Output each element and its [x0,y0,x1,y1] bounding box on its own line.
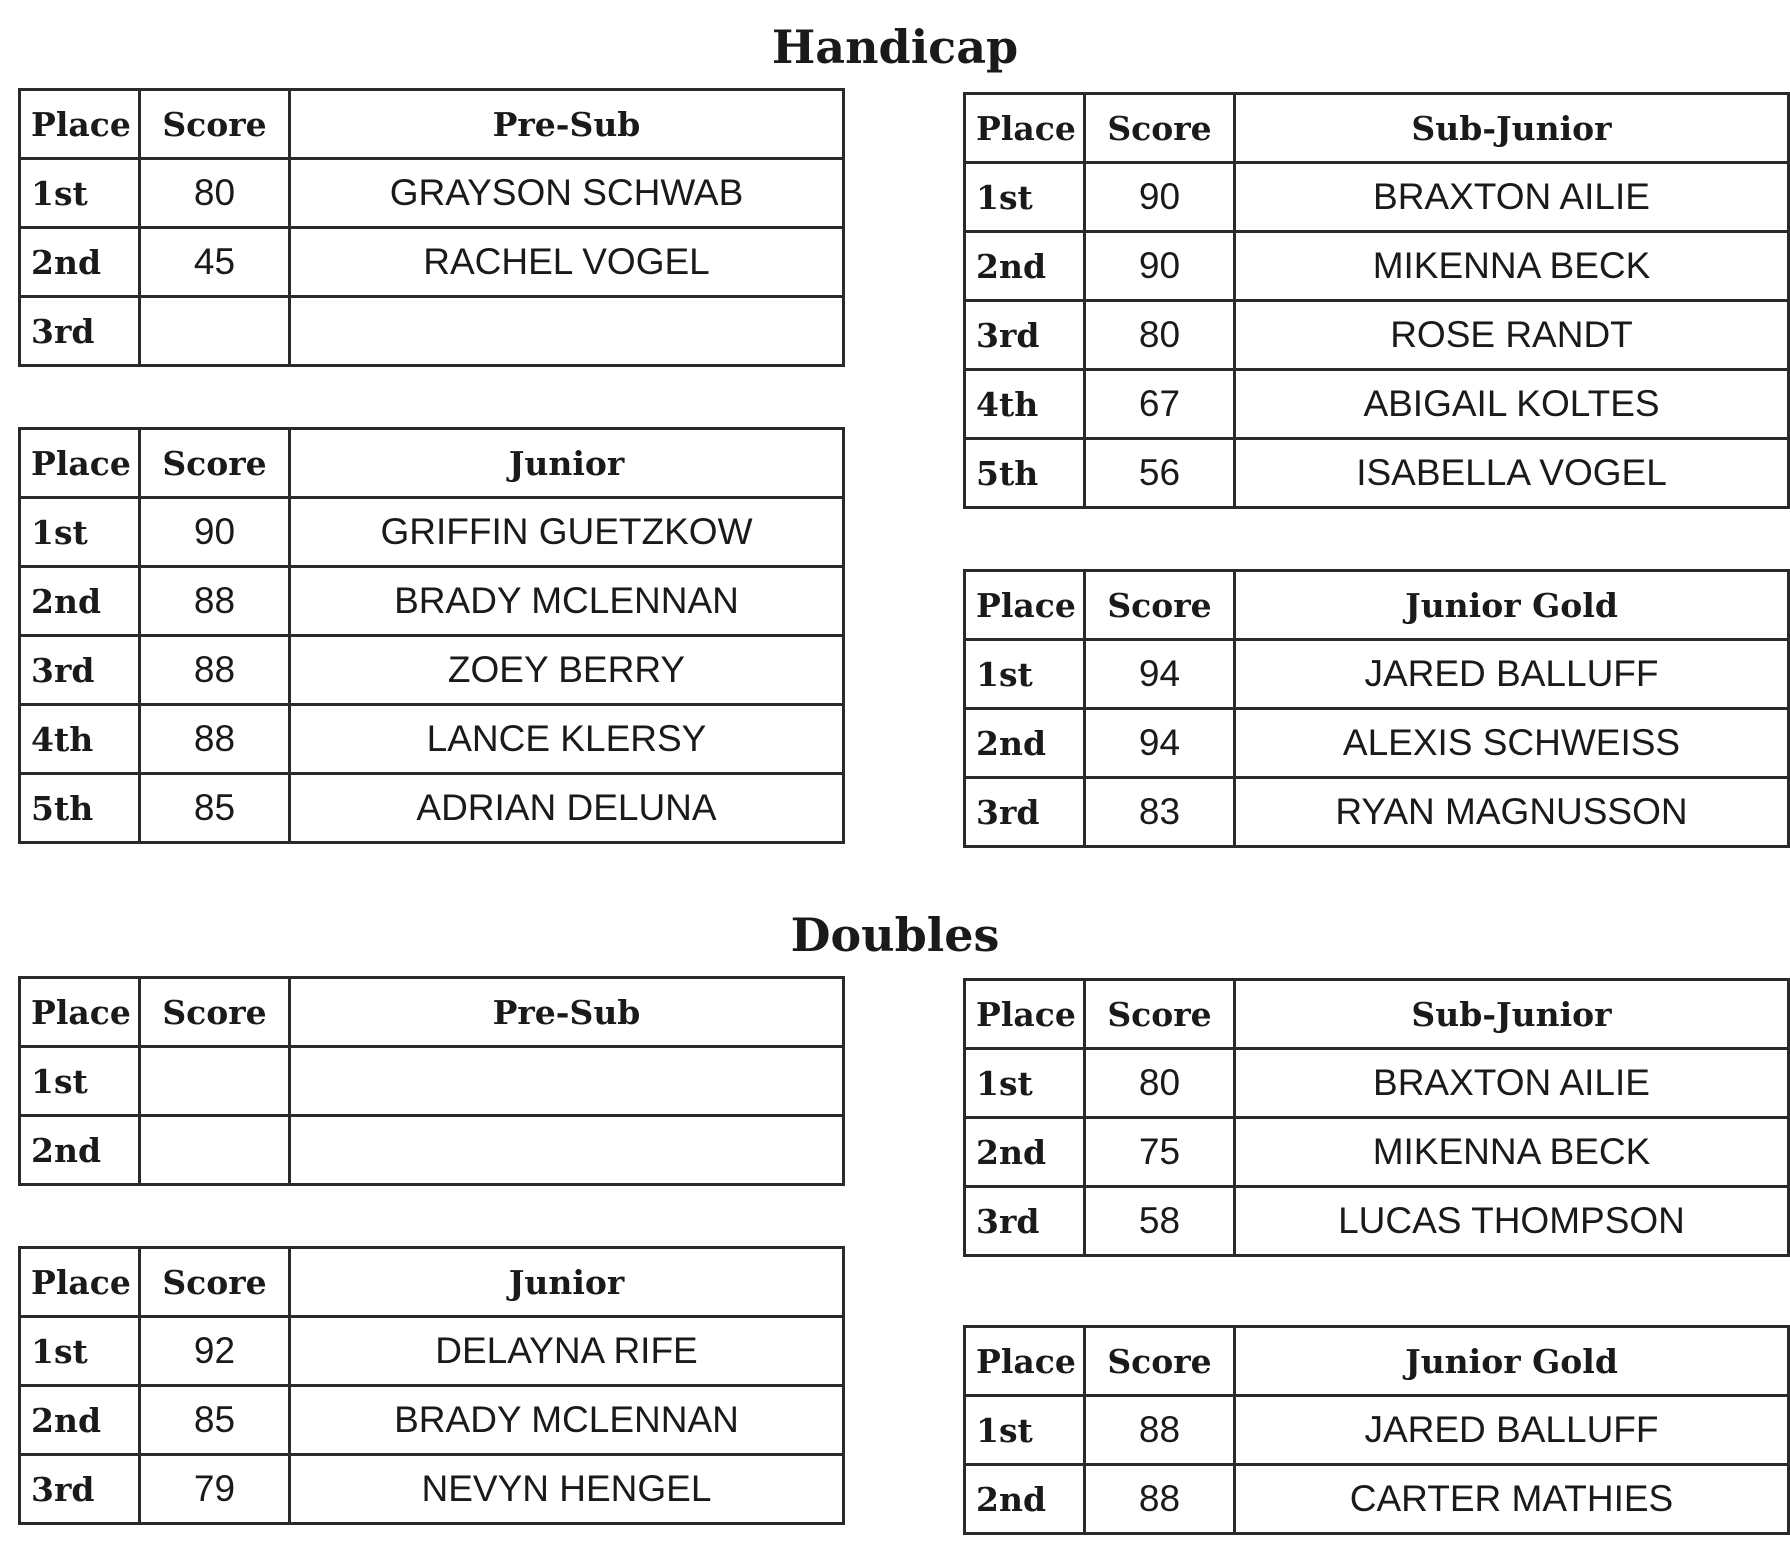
table-row [965,1118,1789,1187]
place-header: Place [965,980,1085,1049]
division-header: Pre-Sub [290,90,844,159]
place-cell: 4th [965,370,1085,439]
score-header: Score [140,90,290,159]
score-cell: 83 [1085,778,1235,847]
place-cell: 1st [965,1049,1085,1118]
division-header: Pre-Sub [290,978,844,1047]
doubles-sub-junior-table [963,978,1790,1257]
score-cell: 75 [1085,1118,1235,1187]
name-cell: JARED BALLUFF [1235,1396,1789,1465]
place-cell: 1st [20,498,140,567]
table-row [965,1465,1789,1534]
division-header: Junior Gold [1235,571,1789,640]
division-header: Junior [290,429,844,498]
place-header: Place [965,1327,1085,1396]
doubles-junior-gold-table [963,1325,1790,1535]
name-cell: JARED BALLUFF [1235,640,1789,709]
score-cell [140,1047,290,1116]
score-cell: 88 [1085,1396,1235,1465]
score-header: Score [140,1248,290,1317]
score-cell: 92 [140,1317,290,1386]
name-cell: NEVYN HENGEL [290,1455,844,1524]
place-cell: 1st [965,1396,1085,1465]
section-title-doubles: Doubles [790,908,1000,962]
table-row [20,567,844,636]
table-row [965,1187,1789,1256]
score-cell: 94 [1085,640,1235,709]
place-cell: 3rd [20,1455,140,1524]
table-row [20,774,844,843]
place-header: Place [20,429,140,498]
place-cell: 3rd [965,778,1085,847]
score-cell: 58 [1085,1187,1235,1256]
place-cell: 1st [965,640,1085,709]
score-cell: 90 [140,498,290,567]
table-header-row [20,978,844,1047]
score-header: Score [1085,94,1235,163]
handicap-sub-junior-table [963,92,1790,509]
place-cell: 1st [20,1047,140,1116]
score-cell: 90 [1085,232,1235,301]
name-cell: BRAXTON AILIE [1235,1049,1789,1118]
table-header-row [20,1248,844,1317]
table-row [20,1455,844,1524]
place-cell: 2nd [20,228,140,297]
place-cell: 5th [965,439,1085,508]
table-row [965,301,1789,370]
name-cell [290,297,844,366]
score-cell: 88 [140,636,290,705]
score-cell: 88 [140,567,290,636]
score-cell: 80 [1085,301,1235,370]
table-row [20,1317,844,1386]
division-header: Sub-Junior [1235,94,1789,163]
name-cell: MIKENNA BECK [1235,1118,1789,1187]
place-cell: 3rd [965,301,1085,370]
table-row [20,1047,844,1116]
name-cell: ADRIAN DELUNA [290,774,844,843]
table-header-row [20,90,844,159]
name-cell: ROSE RANDT [1235,301,1789,370]
handicap-pre-sub-table [18,88,845,367]
name-cell: LANCE KLERSY [290,705,844,774]
place-header: Place [965,571,1085,640]
score-cell: 80 [140,159,290,228]
division-header: Sub-Junior [1235,980,1789,1049]
name-cell: MIKENNA BECK [1235,232,1789,301]
table-header-row [965,980,1789,1049]
table-row [20,498,844,567]
table-row [20,297,844,366]
place-cell: 2nd [965,709,1085,778]
name-cell: BRADY MCLENNAN [290,1386,844,1455]
name-cell: DELAYNA RIFE [290,1317,844,1386]
place-header: Place [965,94,1085,163]
name-cell: ABIGAIL KOLTES [1235,370,1789,439]
table-row [20,636,844,705]
place-cell: 2nd [965,1118,1085,1187]
score-header: Score [1085,1327,1235,1396]
table-row [20,1386,844,1455]
table-row [20,228,844,297]
place-cell: 3rd [20,636,140,705]
score-cell: 45 [140,228,290,297]
name-cell: ISABELLA VOGEL [1235,439,1789,508]
table-row [965,370,1789,439]
place-cell: 1st [965,163,1085,232]
place-header: Place [20,1248,140,1317]
place-cell: 2nd [965,1465,1085,1534]
name-cell: GRIFFIN GUETZKOW [290,498,844,567]
score-cell [140,1116,290,1185]
place-cell: 3rd [965,1187,1085,1256]
table-header-row [965,571,1789,640]
name-cell: CARTER MATHIES [1235,1465,1789,1534]
table-row [20,1116,844,1185]
score-cell: 90 [1085,163,1235,232]
place-cell: 2nd [20,567,140,636]
place-cell: 1st [20,159,140,228]
score-cell: 56 [1085,439,1235,508]
table-row [965,1396,1789,1465]
score-cell: 88 [140,705,290,774]
place-cell: 2nd [20,1386,140,1455]
table-header-row [20,429,844,498]
name-cell: ALEXIS SCHWEISS [1235,709,1789,778]
place-cell: 2nd [965,232,1085,301]
handicap-junior-gold-table [963,569,1790,848]
score-cell: 88 [1085,1465,1235,1534]
table-row [20,705,844,774]
score-cell: 79 [140,1455,290,1524]
table-row [965,709,1789,778]
table-row [965,1049,1789,1118]
name-cell: BRADY MCLENNAN [290,567,844,636]
place-cell: 5th [20,774,140,843]
score-cell: 85 [140,1386,290,1455]
division-header: Junior Gold [1235,1327,1789,1396]
section-title-handicap: Handicap [771,20,1019,74]
place-header: Place [20,90,140,159]
score-cell: 94 [1085,709,1235,778]
name-cell: GRAYSON SCHWAB [290,159,844,228]
table-row [965,163,1789,232]
name-cell [290,1116,844,1185]
score-cell: 85 [140,774,290,843]
score-cell: 80 [1085,1049,1235,1118]
place-cell: 2nd [20,1116,140,1185]
place-header: Place [20,978,140,1047]
table-row [965,439,1789,508]
name-cell: LUCAS THOMPSON [1235,1187,1789,1256]
doubles-pre-sub-table [18,976,845,1186]
table-header-row [965,94,1789,163]
place-cell: 1st [20,1317,140,1386]
table-row [965,778,1789,847]
table-row [965,232,1789,301]
name-cell [290,1047,844,1116]
handicap-junior-table [18,427,845,844]
table-row [965,640,1789,709]
name-cell: RACHEL VOGEL [290,228,844,297]
place-cell: 4th [20,705,140,774]
name-cell: ZOEY BERRY [290,636,844,705]
score-header: Score [140,429,290,498]
table-row [20,159,844,228]
doubles-junior-table [18,1246,845,1525]
score-header: Score [140,978,290,1047]
name-cell: BRAXTON AILIE [1235,163,1789,232]
score-header: Score [1085,571,1235,640]
score-cell: 67 [1085,370,1235,439]
name-cell: RYAN MAGNUSSON [1235,778,1789,847]
score-header: Score [1085,980,1235,1049]
table-header-row [965,1327,1789,1396]
score-cell [140,297,290,366]
place-cell: 3rd [20,297,140,366]
division-header: Junior [290,1248,844,1317]
